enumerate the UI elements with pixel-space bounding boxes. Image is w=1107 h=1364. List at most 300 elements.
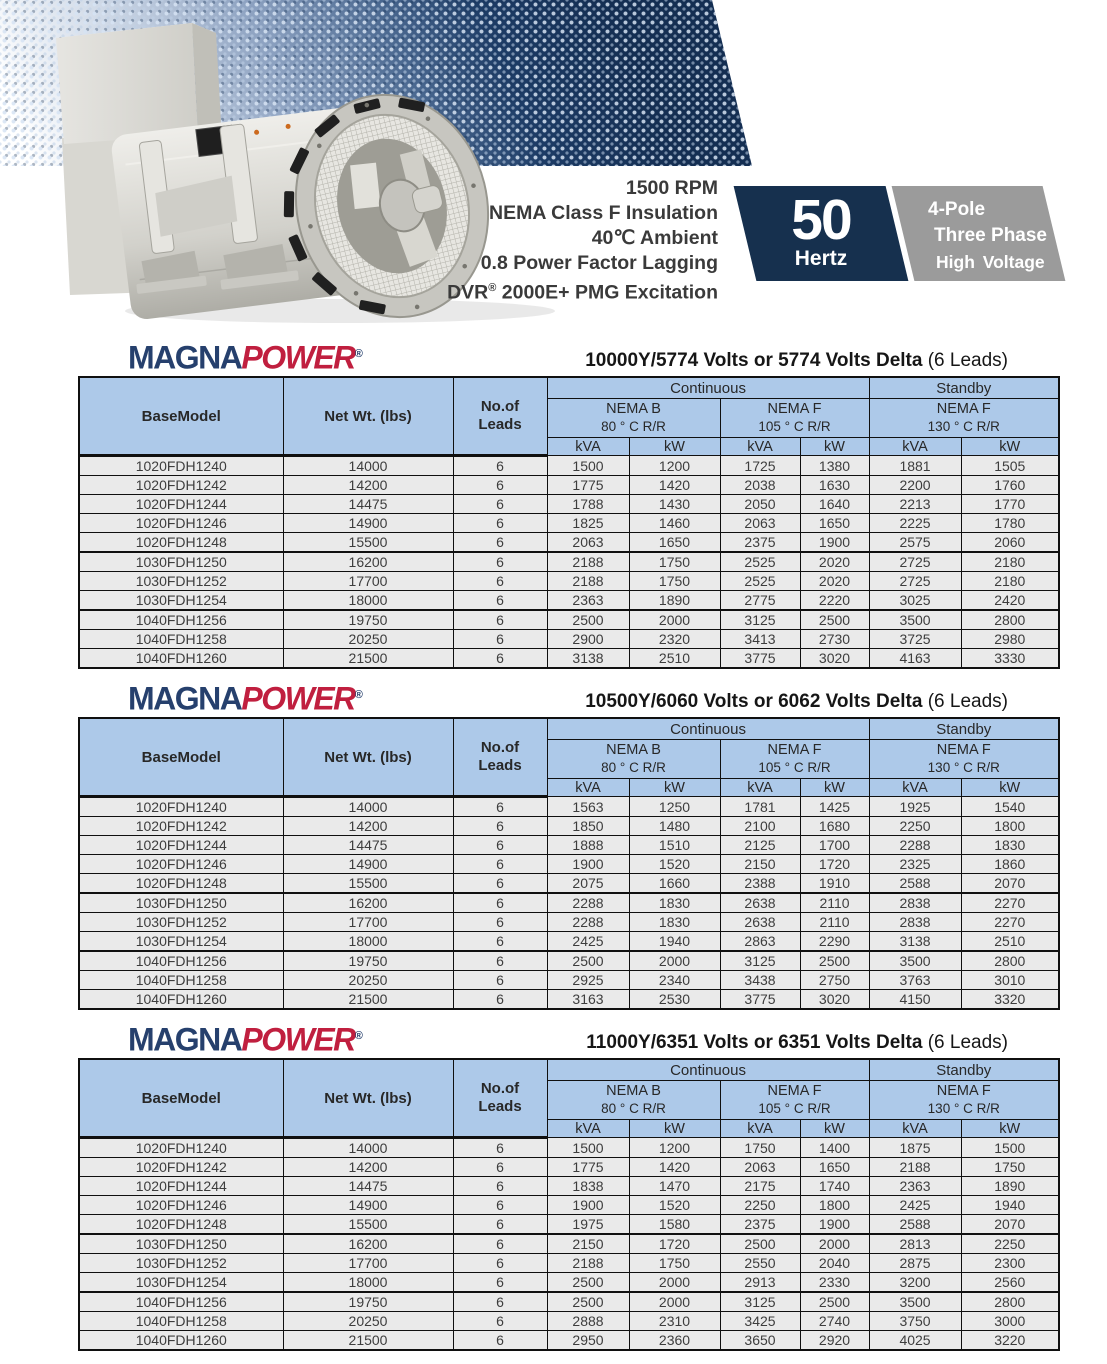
value-cell: 1890 xyxy=(961,1177,1059,1196)
table-row xyxy=(79,1234,1059,1254)
value-cell: 2150 xyxy=(547,1234,629,1254)
value-cell: 14200 xyxy=(283,1158,453,1177)
base-model-cell: 1020FDH1242 xyxy=(79,1158,283,1177)
value-cell: 3500 xyxy=(869,610,961,630)
base-model-cell: 1020FDH1242 xyxy=(79,817,283,836)
value-cell: 2000 xyxy=(629,951,720,971)
col-header-nema-f105: NEMA F 105 ° C R/R xyxy=(720,399,869,438)
value-cell: 3413 xyxy=(720,630,800,649)
value-cell: 2188 xyxy=(547,552,629,572)
base-model-cell: 1040FDH1260 xyxy=(79,649,283,669)
value-cell: 1830 xyxy=(629,893,720,913)
col-header-kw: kW xyxy=(629,779,720,797)
base-model-cell: 1040FDH1256 xyxy=(79,951,283,971)
value-cell: 1750 xyxy=(629,572,720,591)
value-cell: 6 xyxy=(453,971,547,990)
value-cell: 14475 xyxy=(283,1177,453,1196)
value-cell: 3020 xyxy=(800,649,869,669)
value-cell: 6 xyxy=(453,1138,547,1158)
badge-line-voltage: High Voltage xyxy=(936,252,1045,272)
value-cell: 14900 xyxy=(283,1196,453,1215)
frequency-value: 50 xyxy=(791,188,851,252)
value-cell: 2500 xyxy=(800,610,869,630)
value-cell: 1563 xyxy=(547,797,629,817)
col-header-nema-f105: NEMA F 105 ° C R/R xyxy=(720,740,869,779)
col-header-base-model: BaseModel xyxy=(79,718,283,797)
badge-line-poles: 4-Pole xyxy=(928,199,986,220)
value-cell: 2500 xyxy=(547,1273,629,1293)
value-cell: 15500 xyxy=(283,1215,453,1235)
value-cell: 6 xyxy=(453,951,547,971)
value-cell: 6 xyxy=(453,476,547,495)
value-cell: 2125 xyxy=(720,836,800,855)
col-header-kva: kVA xyxy=(869,779,961,797)
value-cell: 2188 xyxy=(547,1254,629,1273)
value-cell: 1740 xyxy=(800,1177,869,1196)
value-cell: 6 xyxy=(453,610,547,630)
value-cell: 2525 xyxy=(720,552,800,572)
value-cell: 17700 xyxy=(283,1254,453,1273)
value-cell: 1781 xyxy=(720,797,800,817)
table-row xyxy=(79,533,1059,553)
registered-mark: ® xyxy=(488,282,497,294)
col-header-continuous: Continuous xyxy=(547,377,869,399)
col-header-kva: kVA xyxy=(869,1120,961,1138)
value-cell: 1780 xyxy=(961,514,1059,533)
value-cell: 2000 xyxy=(800,1234,869,1254)
value-cell: 2330 xyxy=(800,1273,869,1293)
spec-line-power-factor: 0.8 Power Factor Lagging xyxy=(480,252,718,274)
logo-registered-mark: ® xyxy=(354,348,363,361)
value-cell: 2980 xyxy=(961,630,1059,649)
value-cell: 2063 xyxy=(547,533,629,553)
value-cell: 1520 xyxy=(629,855,720,874)
ratings-table xyxy=(78,717,1060,1010)
value-cell: 2730 xyxy=(800,630,869,649)
value-cell: 1825 xyxy=(547,514,629,533)
value-cell: 3775 xyxy=(720,649,800,669)
table-row xyxy=(79,932,1059,952)
value-cell: 6 xyxy=(453,1312,547,1331)
spec-line-insulation: NEMA Class F Insulation xyxy=(489,202,718,224)
value-cell: 6 xyxy=(453,1331,547,1351)
value-cell: 2638 xyxy=(720,893,800,913)
excitation-label: 2000E+ PMG Excitation xyxy=(496,281,718,304)
table-row xyxy=(79,1312,1059,1331)
spec-section xyxy=(78,673,1058,1010)
value-cell: 3500 xyxy=(869,951,961,971)
col-header-base-model: BaseModel xyxy=(79,1059,283,1138)
value-cell: 1760 xyxy=(961,476,1059,495)
value-cell: 2863 xyxy=(720,932,800,952)
base-model-cell: 1040FDH1258 xyxy=(79,1312,283,1331)
value-cell: 1830 xyxy=(961,836,1059,855)
base-model-cell: 1020FDH1244 xyxy=(79,495,283,514)
base-model-cell: 1030FDH1252 xyxy=(79,913,283,932)
value-cell: 1975 xyxy=(547,1215,629,1235)
value-cell: 6 xyxy=(453,797,547,817)
value-cell: 21500 xyxy=(283,990,453,1010)
value-cell: 1470 xyxy=(629,1177,720,1196)
value-cell: 4163 xyxy=(869,649,961,669)
value-cell: 2075 xyxy=(547,874,629,894)
col-header-nema-f130: NEMA F 130 ° C R/R xyxy=(869,740,1059,779)
value-cell: 2550 xyxy=(720,1254,800,1273)
value-cell: 6 xyxy=(453,932,547,952)
col-header-continuous: Continuous xyxy=(547,718,869,740)
value-cell: 2300 xyxy=(961,1254,1059,1273)
value-cell: 6 xyxy=(453,913,547,932)
value-cell: 1380 xyxy=(800,456,869,476)
value-cell: 3200 xyxy=(869,1273,961,1293)
value-cell: 2838 xyxy=(869,913,961,932)
value-cell: 3163 xyxy=(547,990,629,1010)
base-model-cell: 1030FDH1250 xyxy=(79,893,283,913)
col-header-net-wt: Net Wt. (lbs) xyxy=(283,718,453,797)
value-cell: 2813 xyxy=(869,1234,961,1254)
table-row xyxy=(79,893,1059,913)
value-cell: 3750 xyxy=(869,1312,961,1331)
value-cell: 1900 xyxy=(800,533,869,553)
table-row xyxy=(79,1215,1059,1235)
value-cell: 1925 xyxy=(869,797,961,817)
value-cell: 21500 xyxy=(283,649,453,669)
value-cell: 6 xyxy=(453,1177,547,1196)
value-cell: 1750 xyxy=(720,1138,800,1158)
value-cell: 3125 xyxy=(720,1292,800,1312)
value-cell: 2900 xyxy=(547,630,629,649)
section-title: 10500Y/6060 Volts or 6062 Volts Delta (6 Leads) xyxy=(585,691,1008,712)
value-cell: 1860 xyxy=(961,855,1059,874)
base-model-cell: 1030FDH1250 xyxy=(79,1234,283,1254)
value-cell: 2725 xyxy=(869,552,961,572)
value-cell: 6 xyxy=(453,1273,547,1293)
base-model-cell: 1040FDH1256 xyxy=(79,1292,283,1312)
value-cell: 2838 xyxy=(869,893,961,913)
value-cell: 19750 xyxy=(283,1292,453,1312)
base-model-cell: 1020FDH1244 xyxy=(79,836,283,855)
value-cell: 2020 xyxy=(800,572,869,591)
value-cell: 2250 xyxy=(720,1196,800,1215)
value-cell: 14000 xyxy=(283,1138,453,1158)
value-cell: 6 xyxy=(453,630,547,649)
value-cell: 1630 xyxy=(800,476,869,495)
value-cell: 2500 xyxy=(800,1292,869,1312)
value-cell: 1650 xyxy=(800,514,869,533)
col-header-standby: Standby xyxy=(869,1059,1059,1081)
value-cell: 6 xyxy=(453,533,547,553)
value-cell: 2920 xyxy=(800,1331,869,1351)
magnapower-logo: MAGNAPOWER® xyxy=(128,340,363,376)
base-model-cell: 1020FDH1246 xyxy=(79,1196,283,1215)
value-cell: 2750 xyxy=(800,971,869,990)
col-header-nema-b: NEMA B 80 ° C R/R xyxy=(547,399,720,438)
value-cell: 1580 xyxy=(629,1215,720,1235)
spec-line-rpm: 1500 RPM xyxy=(625,177,718,199)
value-cell: 6 xyxy=(453,1158,547,1177)
value-cell: 4025 xyxy=(869,1331,961,1351)
value-cell: 1500 xyxy=(547,456,629,476)
value-cell: 2150 xyxy=(720,855,800,874)
col-header-kw: kW xyxy=(961,438,1059,456)
value-cell: 6 xyxy=(453,495,547,514)
value-cell: 14000 xyxy=(283,797,453,817)
table-row xyxy=(79,630,1059,649)
table-row xyxy=(79,1196,1059,1215)
value-cell: 2180 xyxy=(961,572,1059,591)
value-cell: 2340 xyxy=(629,971,720,990)
col-header-leads: No.of Leads xyxy=(453,1059,547,1138)
value-cell: 1775 xyxy=(547,1158,629,1177)
section-title: 10000Y/5774 Volts or 5774 Volts Delta (6 Leads) xyxy=(585,350,1008,371)
value-cell: 14900 xyxy=(283,855,453,874)
value-cell: 3025 xyxy=(869,591,961,611)
col-header-leads: No.of Leads xyxy=(453,377,547,456)
table-row xyxy=(79,855,1059,874)
table-row xyxy=(79,610,1059,630)
value-cell: 6 xyxy=(453,874,547,894)
value-cell: 2325 xyxy=(869,855,961,874)
value-cell: 6 xyxy=(453,1215,547,1235)
col-header-standby: Standby xyxy=(869,718,1059,740)
value-cell: 6 xyxy=(453,990,547,1010)
value-cell: 3330 xyxy=(961,649,1059,669)
base-model-cell: 1020FDH1240 xyxy=(79,797,283,817)
col-header-standby: Standby xyxy=(869,377,1059,399)
table-row xyxy=(79,817,1059,836)
value-cell: 2320 xyxy=(629,630,720,649)
value-cell: 2290 xyxy=(800,932,869,952)
value-cell: 2800 xyxy=(961,610,1059,630)
table-row xyxy=(79,913,1059,932)
value-cell: 16200 xyxy=(283,893,453,913)
base-model-cell: 1020FDH1246 xyxy=(79,514,283,533)
value-cell: 2110 xyxy=(800,913,869,932)
value-cell: 1500 xyxy=(547,1138,629,1158)
value-cell: 2740 xyxy=(800,1312,869,1331)
value-cell: 1750 xyxy=(961,1158,1059,1177)
value-cell: 1750 xyxy=(629,552,720,572)
value-cell: 15500 xyxy=(283,533,453,553)
value-cell: 2800 xyxy=(961,1292,1059,1312)
value-cell: 2060 xyxy=(961,533,1059,553)
value-cell: 3763 xyxy=(869,971,961,990)
value-cell: 3138 xyxy=(547,649,629,669)
dvr-label: DVR xyxy=(447,281,489,304)
col-header-kw: kW xyxy=(629,1120,720,1138)
value-cell: 17700 xyxy=(283,913,453,932)
value-cell: 2360 xyxy=(629,1331,720,1351)
value-cell: 1250 xyxy=(629,797,720,817)
value-cell: 1650 xyxy=(629,533,720,553)
value-cell: 1940 xyxy=(629,932,720,952)
col-header-net-wt: Net Wt. (lbs) xyxy=(283,1059,453,1138)
spec-section xyxy=(78,1014,1058,1351)
value-cell: 2175 xyxy=(720,1177,800,1196)
value-cell: 2500 xyxy=(800,951,869,971)
col-header-net-wt: Net Wt. (lbs) xyxy=(283,377,453,456)
value-cell: 2800 xyxy=(961,951,1059,971)
value-cell: 3425 xyxy=(720,1312,800,1331)
value-cell: 6 xyxy=(453,855,547,874)
col-header-nema-b: NEMA B 80 ° C R/R xyxy=(547,1081,720,1120)
value-cell: 1400 xyxy=(800,1138,869,1158)
col-header-kva: kVA xyxy=(720,438,800,456)
configuration-badge xyxy=(892,186,1066,281)
value-cell: 2875 xyxy=(869,1254,961,1273)
value-cell: 2225 xyxy=(869,514,961,533)
base-model-cell: 1020FDH1248 xyxy=(79,874,283,894)
value-cell: 1700 xyxy=(800,836,869,855)
col-header-kva: kVA xyxy=(547,438,629,456)
value-cell: 6 xyxy=(453,893,547,913)
value-cell: 2110 xyxy=(800,893,869,913)
value-cell: 1720 xyxy=(629,1234,720,1254)
col-header-kw: kW xyxy=(800,438,869,456)
value-cell: 2188 xyxy=(547,572,629,591)
value-cell: 2270 xyxy=(961,913,1059,932)
value-cell: 2420 xyxy=(961,591,1059,611)
value-cell: 2510 xyxy=(961,932,1059,952)
value-cell: 1838 xyxy=(547,1177,629,1196)
value-cell: 1510 xyxy=(629,836,720,855)
base-model-cell: 1040FDH1260 xyxy=(79,1331,283,1351)
col-header-kva: kVA xyxy=(547,779,629,797)
col-header-kva: kVA xyxy=(720,779,800,797)
value-cell: 2070 xyxy=(961,874,1059,894)
logo-registered-mark: ® xyxy=(354,1030,363,1043)
badge-line-phase: Three Phase xyxy=(934,225,1047,246)
value-cell: 4150 xyxy=(869,990,961,1010)
value-cell: 1720 xyxy=(800,855,869,874)
value-cell: 2560 xyxy=(961,1273,1059,1293)
value-cell: 1770 xyxy=(961,495,1059,514)
value-cell: 2425 xyxy=(547,932,629,952)
value-cell: 1680 xyxy=(800,817,869,836)
value-cell: 14475 xyxy=(283,495,453,514)
col-header-kw: kW xyxy=(800,779,869,797)
value-cell: 1725 xyxy=(720,456,800,476)
value-cell: 1650 xyxy=(800,1158,869,1177)
value-cell: 18000 xyxy=(283,1273,453,1293)
value-cell: 2038 xyxy=(720,476,800,495)
col-header-nema-f130: NEMA F 130 ° C R/R xyxy=(869,1081,1059,1120)
value-cell: 2638 xyxy=(720,913,800,932)
base-model-cell: 1040FDH1260 xyxy=(79,990,283,1010)
value-cell: 3220 xyxy=(961,1331,1059,1351)
table-row xyxy=(79,1177,1059,1196)
value-cell: 2725 xyxy=(869,572,961,591)
value-cell: 1520 xyxy=(629,1196,720,1215)
table-row xyxy=(79,1292,1059,1312)
value-cell: 1940 xyxy=(961,1196,1059,1215)
value-cell: 18000 xyxy=(283,591,453,611)
value-cell: 1775 xyxy=(547,476,629,495)
base-model-cell: 1020FDH1240 xyxy=(79,456,283,476)
base-model-cell: 1040FDH1258 xyxy=(79,971,283,990)
base-model-cell: 1030FDH1252 xyxy=(79,572,283,591)
value-cell: 2913 xyxy=(720,1273,800,1293)
value-cell: 1888 xyxy=(547,836,629,855)
value-cell: 2063 xyxy=(720,1158,800,1177)
value-cell: 14200 xyxy=(283,476,453,495)
value-cell: 2200 xyxy=(869,476,961,495)
value-cell: 6 xyxy=(453,552,547,572)
value-cell: 20250 xyxy=(283,971,453,990)
base-model-cell: 1020FDH1246 xyxy=(79,855,283,874)
value-cell: 6 xyxy=(453,572,547,591)
value-cell: 1420 xyxy=(629,476,720,495)
col-header-kva: kVA xyxy=(720,1120,800,1138)
value-cell: 6 xyxy=(453,1254,547,1273)
col-header-kw: kW xyxy=(961,779,1059,797)
value-cell: 20250 xyxy=(283,630,453,649)
table-row xyxy=(79,456,1059,476)
value-cell: 1430 xyxy=(629,495,720,514)
value-cell: 2250 xyxy=(869,817,961,836)
value-cell: 14900 xyxy=(283,514,453,533)
value-cell: 2588 xyxy=(869,874,961,894)
col-header-kw: kW xyxy=(961,1120,1059,1138)
value-cell: 2925 xyxy=(547,971,629,990)
table-row xyxy=(79,874,1059,894)
value-cell: 1890 xyxy=(629,591,720,611)
value-cell: 6 xyxy=(453,649,547,669)
value-cell: 2100 xyxy=(720,817,800,836)
value-cell: 2425 xyxy=(869,1196,961,1215)
value-cell: 2288 xyxy=(547,913,629,932)
value-cell: 1900 xyxy=(800,1215,869,1235)
base-model-cell: 1030FDH1250 xyxy=(79,552,283,572)
base-model-cell: 1020FDH1242 xyxy=(79,476,283,495)
value-cell: 2180 xyxy=(961,552,1059,572)
table-row xyxy=(79,552,1059,572)
value-cell: 1800 xyxy=(961,817,1059,836)
value-cell: 2388 xyxy=(720,874,800,894)
value-cell: 2310 xyxy=(629,1312,720,1331)
table-row xyxy=(79,951,1059,971)
value-cell: 2000 xyxy=(629,1273,720,1293)
value-cell: 2950 xyxy=(547,1331,629,1351)
value-cell: 1900 xyxy=(547,1196,629,1215)
value-cell: 3138 xyxy=(869,932,961,952)
value-cell: 6 xyxy=(453,591,547,611)
value-cell: 1750 xyxy=(629,1254,720,1273)
table-row xyxy=(79,1254,1059,1273)
col-header-continuous: Continuous xyxy=(547,1059,869,1081)
value-cell: 19750 xyxy=(283,951,453,971)
value-cell: 1640 xyxy=(800,495,869,514)
value-cell: 15500 xyxy=(283,874,453,894)
value-cell: 3438 xyxy=(720,971,800,990)
value-cell: 2525 xyxy=(720,572,800,591)
base-model-cell: 1030FDH1254 xyxy=(79,932,283,952)
value-cell: 3500 xyxy=(869,1292,961,1312)
table-row xyxy=(79,514,1059,533)
value-cell: 2050 xyxy=(720,495,800,514)
value-cell: 2575 xyxy=(869,533,961,553)
value-cell: 2040 xyxy=(800,1254,869,1273)
value-cell: 16200 xyxy=(283,552,453,572)
value-cell: 20250 xyxy=(283,1312,453,1331)
ratings-table xyxy=(78,1058,1060,1351)
base-model-cell: 1030FDH1254 xyxy=(79,1273,283,1293)
value-cell: 6 xyxy=(453,817,547,836)
value-cell: 6 xyxy=(453,456,547,476)
value-cell: 3725 xyxy=(869,630,961,649)
value-cell: 1480 xyxy=(629,817,720,836)
value-cell: 3010 xyxy=(961,971,1059,990)
